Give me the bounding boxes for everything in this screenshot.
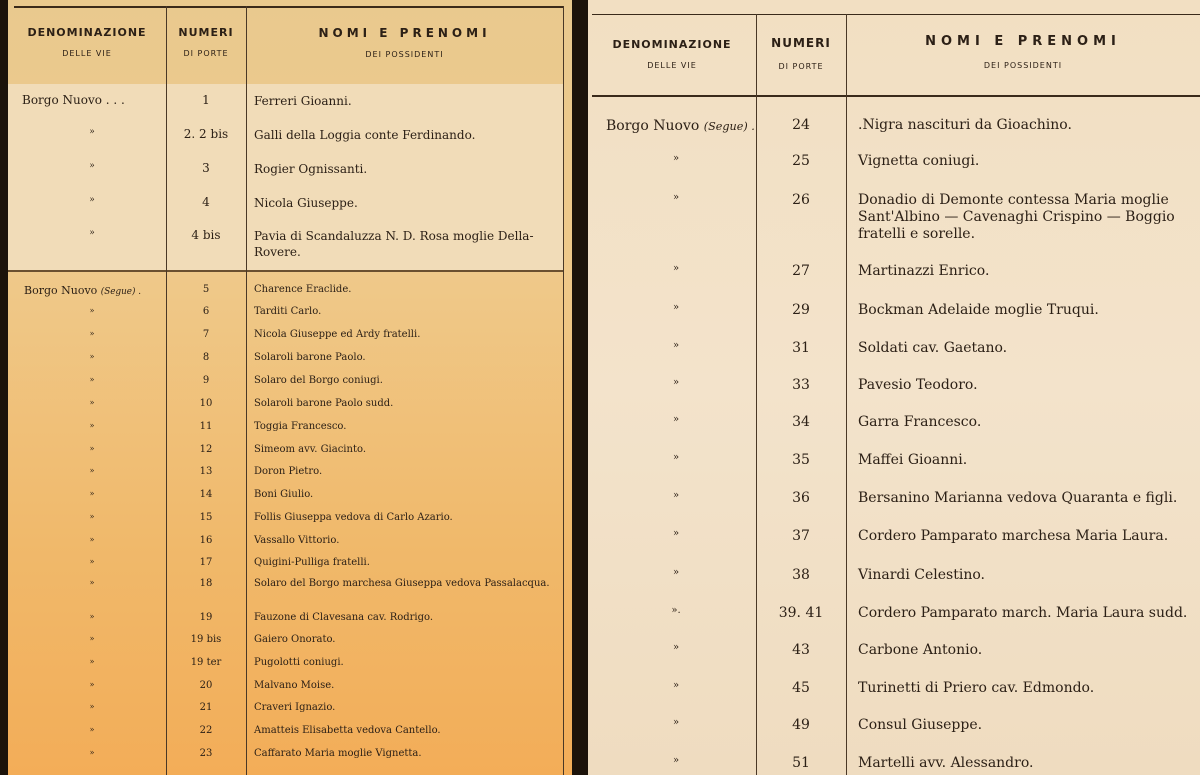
owner-name-cell: Bersanino Marianna vedova Quaranta e figli. [858,490,1178,506]
top-rule [14,6,563,8]
header-owner [846,34,1200,70]
street-cell: » [672,340,680,351]
door-number-cell: 37 [792,528,810,544]
owner-name-cell: Solaroli barone Paolo sudd. [254,398,394,409]
owner-name-cell: Nicola Giuseppe. [254,196,358,210]
street-cell: » [89,161,95,171]
header-owner-title: NOMI E PRENOMI [318,26,491,40]
owner-name-cell: Gaiero Onorato. [254,634,336,645]
owner-name-cell: Solaro del Borgo coniugi. [254,375,383,386]
continuation-note: (Segue) . [100,287,141,297]
street-cell: » [89,195,95,205]
door-number-cell: 21 [199,702,213,713]
street-cell: » [89,421,95,430]
owner-name-cell: .Nigra nascituri da Gioachino. [858,117,1072,133]
street-cell: » [89,557,95,566]
street-cell: » [89,748,95,757]
owner-name-cell: Pugolotti coniugi. [254,657,344,668]
street-cell: » [89,578,95,587]
owner-name-cell: Consul Giuseppe. [858,717,983,733]
owner-name-cell: Solaro del Borgo marchesa Giuseppa vedova Passalacqua. [254,578,550,589]
door-number-cell: 20 [199,680,213,691]
street-cell: » [672,490,680,501]
street-cell: » [89,657,95,666]
street-cell: » [89,512,95,521]
owner-name-cell: Vignetta coniugi. [858,153,980,169]
owner-name-cell: Malvano Moise. [254,680,335,691]
street-cell: » [672,567,680,578]
door-number-cell: 26 [792,192,810,208]
continuation-street-name: Borgo Nuovo [24,284,98,297]
street-cell: » [89,680,95,689]
street-cell: » [672,680,680,691]
door-number-cell: 15 [199,512,213,523]
door-number-cell: 45 [792,680,810,696]
owner-name-cell: Charence Eraclide. [254,284,352,295]
door-number-cell: 17 [199,557,213,568]
door-number-cell: 24 [792,117,810,133]
owner-name-cell: Quigini-Pulliga fratelli. [254,557,370,568]
owner-name-cell: Bockman Adelaide moglie Truqui. [858,302,1099,318]
column-divider [246,6,247,775]
street-cell: Borgo Nuovo . . . [22,93,125,107]
owner-name-cell: Doron Pietro. [254,466,323,477]
door-number-cell: 4 [202,195,210,209]
header-street-subtitle: DELLE VIE [62,49,112,58]
door-number-cell: 22 [199,725,213,736]
street-cell: » [672,192,680,203]
owner-name-cell: Caffarato Maria moglie Vignetta. [254,748,422,759]
continuation-street [24,284,141,297]
header-number [166,26,246,58]
street-cell: » [672,452,680,463]
owner-name-cell: Galli della Loggia conte Ferdinando. [254,128,476,142]
door-number-cell: 19 [199,612,213,623]
street-cell: » [89,127,95,137]
street-cell: » [89,228,95,238]
owner-name-cell: Martelli avv. Alessandro. [858,755,1034,771]
owner-name-cell: Donadio di Demonte contessa Maria moglie Sant'Albino — Cavenaghi Crispino — Boggio fratelli e sorelle. [858,192,1175,242]
door-number-cell: 36 [792,490,810,506]
owner-name-cell: Simeom avv. Giacinto. [254,444,366,455]
owner-name-cell: Tarditi Carlo. [254,306,322,317]
header-owner-title: NOMI E PRENOMI [925,34,1121,49]
door-number-cell: 14 [199,489,213,500]
street-cell: ». [671,605,681,616]
owner-name-cell: Follis Giuseppa vedova di Carlo Azario. [254,512,453,523]
header-number-title: NUMERI [771,36,831,50]
column-divider [846,14,847,775]
owner-name-cell: Turinetti di Priero cav. Edmondo. [858,680,1095,696]
street-cell: » [89,634,95,643]
owner-name-cell: Nicola Giuseppe ed Ardy fratelli. [254,329,421,340]
header-street-title: DENOMINAZIONE [27,26,147,39]
owner-name-cell: Pavia di Scandaluzza N. D. Rosa moglie Della-Rovere. [254,229,534,259]
door-number-cell: 33 [792,377,810,393]
street-cell: » [672,642,680,653]
door-number-cell: 19 bis [190,634,222,645]
door-number-cell: 35 [792,452,810,468]
door-number-cell: 34 [792,414,810,430]
owner-name-cell: Fauzone di Clavesana cav. Rodrigo. [254,612,434,623]
door-number-cell: 13 [199,466,213,477]
street-cell: » [672,414,680,425]
door-number-cell: 38 [792,567,810,583]
door-number-cell: 27 [792,263,810,279]
door-number-cell: 25 [792,153,810,169]
street-cell: » [89,612,95,621]
door-number-cell: 2. 2 bis [183,127,229,141]
door-number-cell: 16 [199,535,213,546]
header-number-title: NUMERI [178,26,234,39]
owner-name-cell: Vinardi Celestino. [858,567,985,583]
door-number-cell: 6 [202,306,210,317]
owner-name-cell: Solaroli barone Paolo. [254,352,366,363]
owner-name-cell: Boni Giulio. [254,489,314,500]
continuation-note: (Segue) . [703,120,755,133]
street-cell: » [89,329,95,338]
owner-name-cell: Soldati cav. Gaetano. [858,340,1008,356]
continuation-street-name: Borgo Nuovo [606,118,700,134]
owner-name-cell: Amatteis Elisabetta vedova Cantello. [254,725,441,736]
door-number-cell: 31 [792,340,810,356]
owner-name-cell: Cordero Pamparato marchesa Maria Laura. [858,528,1169,544]
owner-name-cell: Ferreri Gioanni. [254,94,352,108]
door-number-cell: 49 [792,717,810,733]
street-cell: » [89,398,95,407]
street-cell: » [672,302,680,313]
street-cell: » [672,755,680,766]
header-street-subtitle: DELLE VIE [647,61,697,70]
street-cell: » [89,466,95,475]
owner-name-cell: Carbone Antonio. [858,642,983,658]
street-cell: » [672,528,680,539]
door-number-cell: 10 [199,398,213,409]
door-number-cell: 51 [792,755,810,771]
owner-name-cell: Craveri Ignazio. [254,702,336,713]
header-street [588,38,756,70]
door-number-cell: 29 [792,302,810,318]
street-cell: » [89,725,95,734]
door-number-cell: 18 [199,578,213,589]
owner-name-cell: Cordero Pamparato march. Maria Laura sudd. [858,605,1188,621]
header-number-subtitle: DI PORTE [778,62,824,71]
owner-name-cell: Martinazzi Enrico. [858,263,990,279]
owner-name-cell: Maffei Gioanni. [858,452,968,468]
street-cell: » [672,153,680,164]
street-cell: » [89,306,95,315]
street-cell: » [89,375,95,384]
header-number-subtitle: DI PORTE [183,49,229,58]
column-divider [563,6,564,775]
owner-name-cell: Pavesio Teodoro. [858,377,978,393]
door-number-cell: 9 [202,375,210,386]
street-cell: » [89,352,95,361]
owner-name-cell: Vassallo Vittorio. [254,535,340,546]
header-number [756,36,846,71]
owner-name-cell: Rogier Ognissanti. [254,162,368,176]
street-cell: » [672,717,680,728]
header-rule [592,95,1200,97]
header-owner-subtitle: DEI POSSIDENTI [983,61,1063,70]
header-owner [246,26,563,59]
street-cell: » [89,702,95,711]
door-number-cell: 7 [202,329,210,340]
owner-name-cell: Toggia Francesco. [254,421,347,432]
door-number-cell: 3 [202,161,210,175]
street-cell: » [672,377,680,388]
street-cell: » [89,444,95,453]
right-page [588,0,1200,775]
header-street [8,26,166,58]
door-number-cell: 5 [202,284,210,295]
door-number-cell: 19 ter [190,657,222,668]
header-street-title: DENOMINAZIONE [612,38,732,51]
door-number-cell: 1 [202,93,210,107]
door-number-cell: 43 [792,642,810,658]
door-number-cell: 12 [199,444,213,455]
street-cell: » [89,535,95,544]
left-page [8,0,572,775]
top-rule [592,14,1200,15]
header-owner-subtitle: DEI POSSIDENTI [365,50,444,59]
door-number-cell: 4 bis [191,228,221,242]
street-cell: » [672,263,680,274]
door-number-cell: 11 [199,421,213,432]
continuation-street [606,118,755,134]
owner-name-cell: Garra Francesco. [858,414,982,430]
door-number-cell: 8 [202,352,210,363]
door-number-cell: 23 [199,748,213,759]
street-cell: » [89,489,95,498]
door-number-cell: 39. 41 [778,605,824,621]
